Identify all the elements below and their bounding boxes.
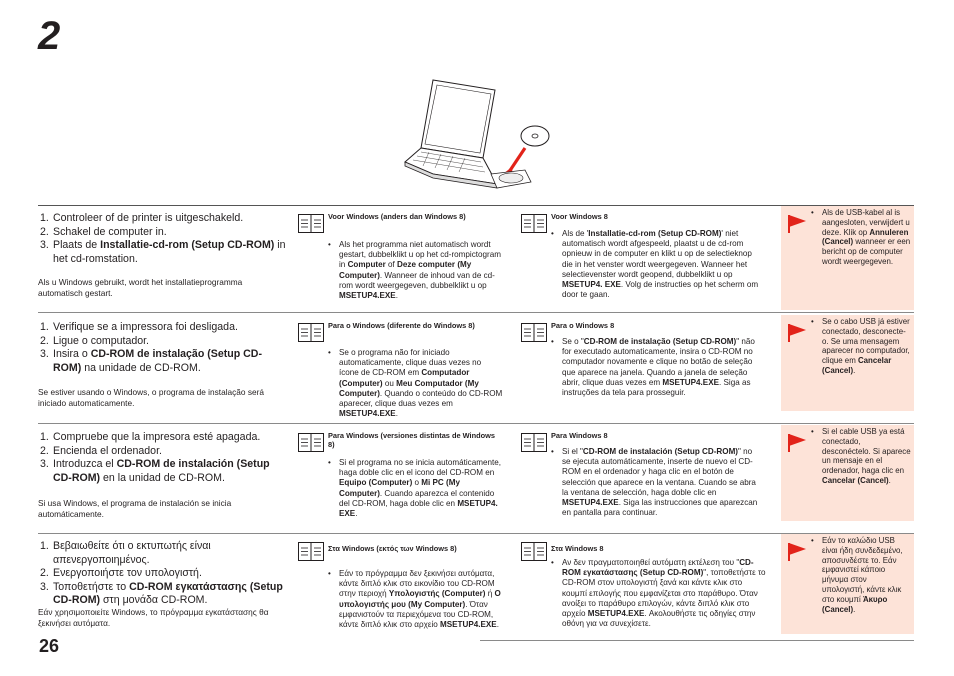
step-item: 3. Insira o CD-ROM de instalação (Setup CD-ROM) na unidade de CD-ROM. bbox=[40, 348, 262, 374]
note-title: Στα Windows 8 bbox=[551, 544, 604, 553]
red-flag-icon bbox=[787, 542, 807, 562]
divider bbox=[480, 640, 914, 641]
auto-start-note: Se estiver usando o Windows, o programa de instalação será iniciado automaticamente. bbox=[38, 387, 264, 408]
auto-start-note: Εάν χρησιμοποιείτε Windows, το πρόγραμμα εγκατάστασης θα ξεκινήσει αυτόματα. bbox=[38, 607, 269, 628]
step-list bbox=[38, 431, 288, 485]
warning-text: • Si el cable USB ya está conectado, desconéctelo. Si aparece un mensaje en el ordenador, haga clic en Cancelar (Cancel). bbox=[811, 427, 911, 485]
note-title: Voor Windows 8 bbox=[551, 212, 608, 221]
book-icon bbox=[521, 433, 547, 452]
note-bullet: • Als het programma niet automatisch wordt gestart, dubbelklikt u op het cd-rompictogram in Computer of Deze computer (My Computer). Wanneer de inhoud van de cd-rom wordt weergegeven, dubbelklikt u op MSETUP4.EXE. bbox=[328, 240, 501, 301]
step-item: 2. Schakel de computer in. bbox=[40, 225, 167, 238]
book-icon bbox=[298, 323, 324, 342]
warning-box bbox=[781, 315, 914, 411]
warning-box bbox=[781, 425, 914, 521]
book-icon bbox=[521, 323, 547, 342]
warning-box bbox=[781, 534, 914, 634]
note-bullet: • Αν δεν πραγματοποιηθεί αυτόματη εκτέλεση του "CD-ROM εγκατάστασης (Setup CD-ROM)", τοποθετήστε το CD-ROM στον υπολογιστή ξανά και κάντε κλικ στο κουμπί επιλογής που εμφανίζεται στο παράθυρο. Όταν ανοίξει το παράθυρο επιλογών, κάντε διπλό κλικ στο αρχείο MSETUP4.EXE. Ακολουθήστε τις οδηγίες στην οθόνη για να συνεχίσετε. bbox=[551, 558, 766, 629]
note-title: Στα Windows (εκτός των Windows 8) bbox=[328, 544, 457, 553]
warning-text: • Εάν το καλώδιο USB είναι ήδη συνδεδεμένο, αποσυνδέστε το. Εάν εμφανιστεί κάποιο μήνυμα στον υπολογιστή, κάντε κλικ στο κουμπί Άκυρο (Cancel). bbox=[811, 536, 903, 614]
divider bbox=[38, 423, 914, 424]
page-number: 26 bbox=[39, 636, 60, 656]
step-item: 1. Compruebe que la impresora esté apagada. bbox=[40, 431, 261, 443]
step-item: 1. Controleer of de printer is uitgeschakeld. bbox=[40, 212, 244, 224]
step-item: 2. Ligue o computador. bbox=[40, 334, 150, 347]
book-icon bbox=[521, 542, 547, 561]
step-item: 3. Plaats de Installatie-cd-rom (Setup CD-ROM) in het cd-romstation. bbox=[40, 239, 286, 265]
auto-start-note: Als u Windows gebruikt, wordt het installatieprogramma automatisch gestart. bbox=[38, 277, 243, 298]
divider bbox=[38, 312, 914, 313]
step-list bbox=[38, 540, 288, 608]
step-item: 1. Verifique se a impressora foi desligada. bbox=[40, 321, 238, 333]
warning-text: • Als de USB-kabel al is aangesloten, verwijdert u deze. Klik op Annuleren (Cancel) wanneer er een bericht op de computer wordt weergegeven. bbox=[811, 208, 911, 266]
auto-start-note: Si usa Windows, el programa de instalación se inicia automáticamente. bbox=[38, 498, 232, 519]
step-item: 2. Ενεργοποιήστε τον υπολογιστή. bbox=[40, 567, 202, 579]
book-icon bbox=[298, 433, 324, 452]
step-list bbox=[38, 321, 288, 375]
step-item: 2. Encienda el ordenador. bbox=[40, 444, 162, 457]
note-bullet: • Se o "CD-ROM de instalação (Setup CD-ROM)" não for executado automaticamente, insira o CD-ROM no computador novamente e clique no botão de seleção que aparece na janela. Quando a janela de seleção abrir, clique duas vezes em MSETUP4.EXE. Siga as instruções da tela para prosseguir. bbox=[551, 337, 755, 398]
red-flag-icon bbox=[787, 433, 807, 453]
note-bullet: • Si el "CD-ROM de instalación (Setup CD-ROM)" no se ejecuta automáticamente, inserte de nuevo el CD-ROM en el ordenador y haga clic en el botón de selección que aparece en la ventana. Cuando se abra la ventana de selección, haga doble clic en MSETUP4.EXE. Siga las instrucciones que aparezcan en pantalla para continuar. bbox=[551, 447, 758, 518]
note-title: Para o Windows 8 bbox=[551, 321, 615, 330]
red-flag-icon bbox=[787, 323, 807, 343]
laptop-cd-illustration bbox=[385, 78, 555, 198]
step-item: 3. Introduzca el CD-ROM de instalación (Setup CD-ROM) en la unidad de CD-ROM. bbox=[40, 458, 270, 484]
red-flag-icon bbox=[787, 214, 807, 234]
note-title: Para o Windows (diferente do Windows 8) bbox=[328, 321, 475, 330]
warning-box bbox=[781, 206, 914, 310]
step-number: 2 bbox=[38, 14, 61, 58]
note-title: Para Windows 8 bbox=[551, 431, 608, 440]
note-bullet: • Als de 'Installatie-cd-rom (Setup CD-ROM)' niet automatisch wordt afgespeeld, plaatst u de cd-rom opnieuw in de computer en klikt u op de selectieknop die in het venster wordt weergegeven. Wanneer het selectievenster wordt geopend, dubbelklikt u op MSETUP4. EXE. Volg de instructies op het scherm om door te gaan. bbox=[551, 229, 759, 300]
book-icon bbox=[298, 214, 324, 233]
note-title: Para Windows (versiones distintas de Windows 8) bbox=[328, 431, 496, 449]
warning-text: • Se o cabo USB já estiver conectado, desconecte-o. Se uma mensagem aparecer no computador, clique em Cancelar (Cancel). bbox=[811, 317, 910, 375]
book-icon bbox=[298, 542, 324, 561]
note-title: Voor Windows (anders dan Windows 8) bbox=[328, 212, 466, 221]
note-bullet: • Si el programa no se inicia automáticamente, haga doble clic en el icono del CD-ROM en Equipo (Computer) o Mi PC (My Computer). Cuando aparezca el contenido del CD-ROM, haga doble clic en MSETUP4. EXE. bbox=[328, 458, 501, 519]
note-bullet: • Εάν το πρόγραμμα δεν ξεκινήσει αυτόματα, κάντε διπλό κλικ στο εικονίδιο του CD-ROM στην περιοχή Υπολογιστής (Computer) ή Ο υπολογιστής μου (My Computer). Όταν εμφανιστούν τα περιεχόμενα του CD-ROM, κάντε διπλό κλικ στο αρχείο MSETUP4.EXE. bbox=[328, 569, 501, 630]
step-item: 3. Τοποθετήστε το CD-ROM εγκατάστασης (Setup CD-ROM) στη μονάδα CD-ROM. bbox=[40, 580, 283, 606]
step-item: 1. Βεβαιωθείτε ότι ο εκτυπωτής είναι απενεργοποιημένος. bbox=[40, 540, 211, 566]
book-icon bbox=[521, 214, 547, 233]
note-bullet: • Se o programa não for iniciado automaticamente, clique duas vezes no ícone de CD-ROM em Computador (Computer) ou Meu Computador (My Computer). Quando o conteúdo do CD-ROM aparecer, clique duas vezes em MSETUP4.EXE. bbox=[328, 348, 503, 419]
step-list bbox=[38, 212, 288, 266]
